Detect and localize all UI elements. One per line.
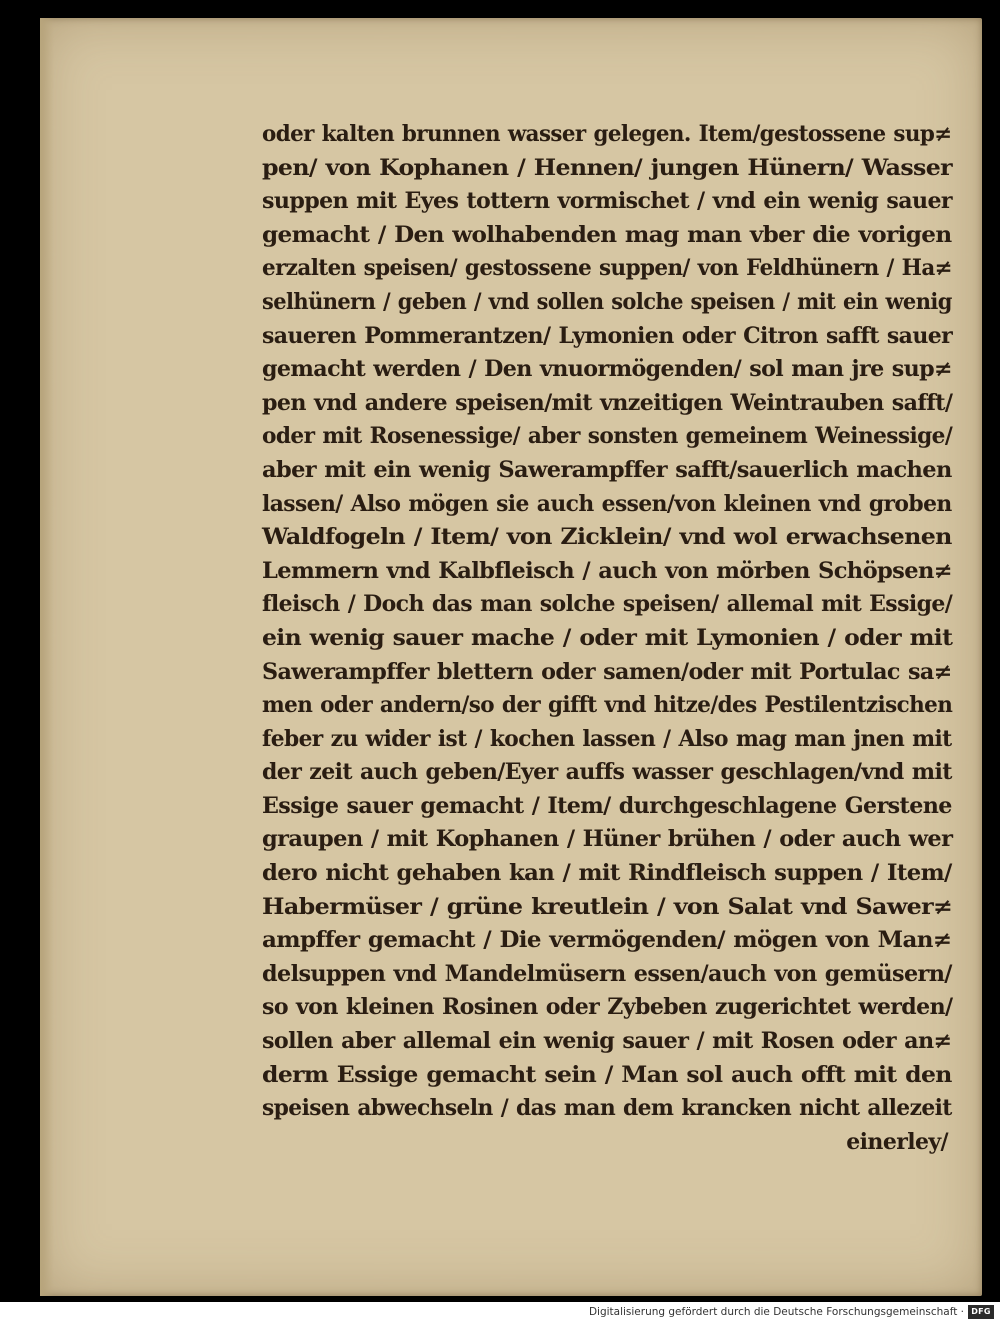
text-line: pen/ von Kophanen / Hennen/ jungen Hünern/ Wasser [262, 154, 952, 181]
text-line: so von kleinen Rosinen oder Zybeben zugerichtet werden/ [262, 994, 953, 1021]
text-line: graupen / mit Kophanen / Hüner brühen / oder auch wer [262, 826, 953, 853]
page-text-block [262, 118, 952, 1159]
text-line: Sawerampffer blettern oder samen/oder mit Portulac sa≠ [262, 658, 952, 685]
text-line: aber mit ein wenig Sawerampffer safft/sauerlich machen [262, 456, 952, 483]
text-line: ampffer gemacht / Die vermögenden/ mögen von Man≠ [262, 927, 952, 954]
text-line: ein wenig sauer mache / oder mit Lymonien / oder mit [262, 624, 953, 651]
text-line: oder mit Rosenessige/ aber sonsten gemeinem Weinessige/ [262, 423, 953, 450]
text-line: erzalten speisen/ gestossene suppen/ von Feldhünern / Ha≠ [262, 255, 953, 282]
text-line: Essige sauer gemacht / Item/ durchgeschlagene Gerstene [262, 792, 952, 819]
text-line: dero nicht gehaben kan / mit Rindfleisch suppen / Item/ [262, 860, 952, 887]
text-line: Habermüser / grüne kreutlein / von Salat vnd Sawer≠ [262, 893, 953, 920]
text-line: speisen abwechseln / das man dem krancken nicht allezeit [262, 1095, 952, 1122]
text-line: der zeit auch geben/Eyer auffs wasser geschlagen/vnd mit [262, 759, 952, 786]
text-line: Waldfogeln / Item/ von Zicklein/ vnd wol erwachsenen [262, 524, 952, 551]
dfg-logo-icon: DFG [968, 1305, 994, 1319]
funding-credit: Digitalisierung gefördert durch die Deutsche Forschungsgemeinschaft · [588, 1306, 964, 1318]
text-line: fleisch / Doch das man solche speisen/ allemal mit Essige/ [262, 591, 953, 618]
text-line: Lemmern vnd Kalbfleisch / auch von mörben Schöpsen≠ [262, 557, 953, 584]
text-line: saueren Pommerantzen/ Lymonien oder Citron safft sauer [262, 322, 953, 349]
text-line: lassen/ Also mögen sie auch essen/von kleinen vnd groben [262, 490, 952, 517]
catchword: einerley/ [846, 1128, 948, 1155]
text-line: selhünern / geben / vnd sollen solche speisen / mit ein wenig [262, 288, 952, 315]
book-page [40, 18, 982, 1296]
text-line: oder kalten brunnen wasser gelegen. Item/gestossene sup≠ [262, 121, 952, 147]
text-line: gemacht werden / Den vnuormögenden/ sol man jre sup≠ [262, 356, 953, 383]
text-line: sollen aber allemal ein wenig sauer / mit Rosen oder an≠ [262, 1028, 952, 1055]
text-line: delsuppen vnd Mandelmüsern essen/auch von gemüsern/ [262, 960, 952, 987]
text-line: men oder andern/so der gifft vnd hitze/des Pestilentzischen [262, 692, 953, 719]
footer-bar [0, 1302, 1000, 1322]
page-gutter-shadow [40, 18, 54, 1296]
text-line: derm Essige gemacht sein / Man sol auch offt mit den [262, 1061, 952, 1088]
text-line: gemacht / Den wolhabenden mag man vber die vorigen [262, 221, 952, 248]
text-line: feber zu wider ist / kochen lassen / Also mag man jnen mit [262, 725, 952, 752]
text-line: suppen mit Eyes tottern vormischet / vnd ein wenig sauer [262, 188, 952, 215]
text-line: pen vnd andere speisen/mit vnzeitigen Weintrauben safft/ [262, 389, 953, 416]
